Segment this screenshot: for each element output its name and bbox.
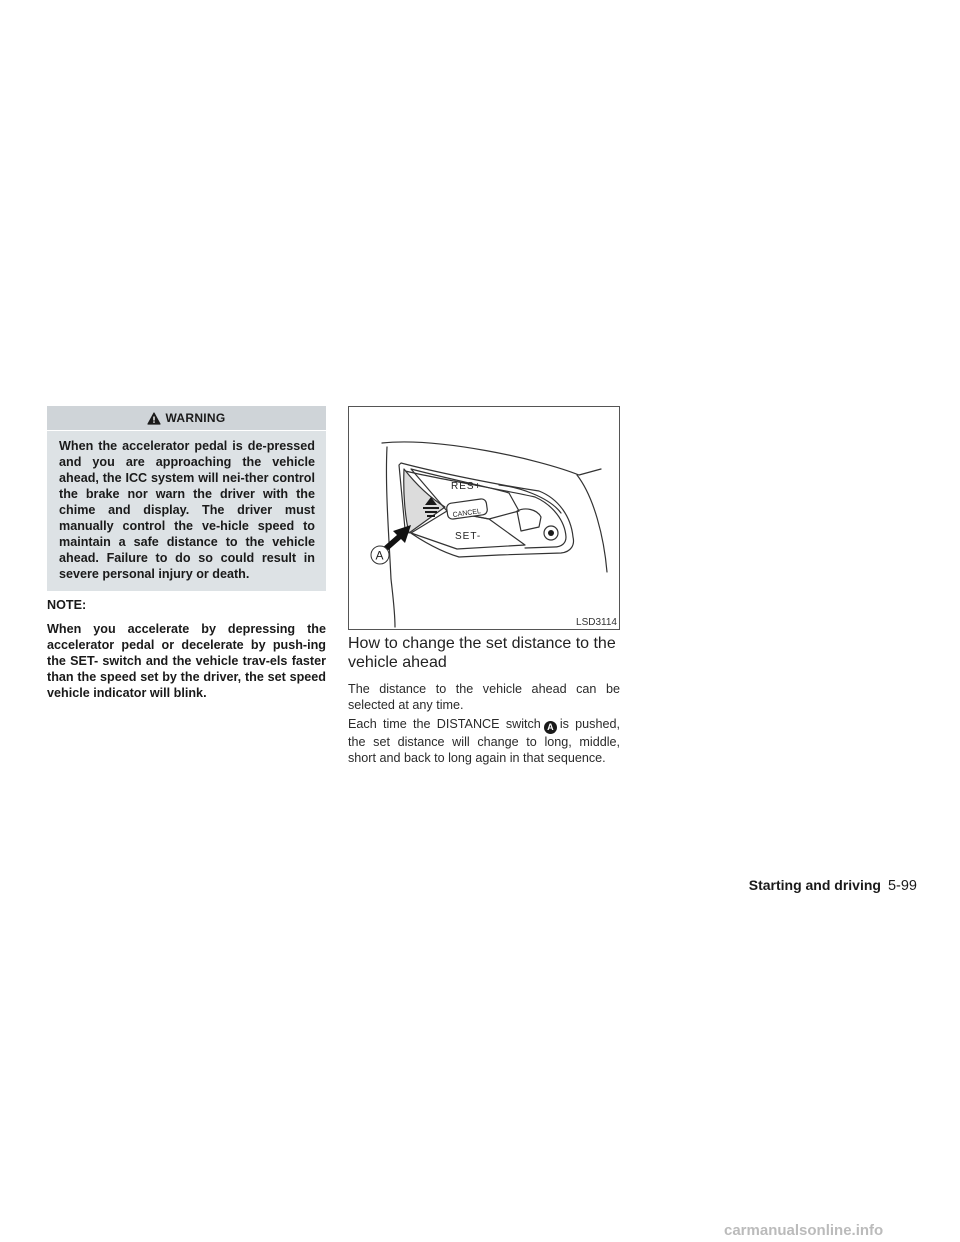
warning-box xyxy=(47,406,326,591)
footer-section: Starting and driving xyxy=(748,877,881,893)
cruise-icon xyxy=(548,530,554,536)
steering-wheel-illustration xyxy=(349,407,619,629)
paragraph-2 xyxy=(348,716,620,766)
paragraph-1: The distance to the vehicle ahead can be selected at any time. xyxy=(348,682,620,712)
paragraph-2-end: is pushed, the set distance will change to long, middle, short and back to long again in that sequence. xyxy=(348,717,620,765)
paragraph-2-start: Each time the DISTANCE switch xyxy=(348,717,541,731)
watermark: carmanualsonline.info xyxy=(724,1222,884,1239)
steering-switch-figure xyxy=(348,406,620,630)
figure-code: LSD3114 xyxy=(576,617,617,628)
warning-title: WARNING xyxy=(165,411,226,425)
note-text: When you accelerate by depressing the accelerator pedal or decelerate by push-ing the SET- switch and the vehicle trav-els faster than the speed set by the driver, the set speed vehicle indicator will blink. xyxy=(47,622,326,700)
warning-header xyxy=(47,406,326,431)
page-number: 5-99 xyxy=(887,878,917,894)
cancel-label: CANCEL xyxy=(452,508,482,520)
note-title: NOTE: xyxy=(47,598,87,612)
callout-a-label: A xyxy=(375,548,384,563)
set-label: SET- xyxy=(455,531,482,542)
page-footer xyxy=(749,877,917,894)
warning-triangle-icon xyxy=(147,412,161,425)
section-heading: How to change the set distance to the vehicle ahead xyxy=(348,635,616,671)
res-label: RES+ xyxy=(451,481,482,492)
warning-text: When the accelerator pedal is de-pressed and you are approaching the vehicle ahead, the ICC system will nei-ther control the brake nor warn the driver with the chime and display. The driver must manually control the ve-hicle speed to maintain a safe distance to the vehicle ahead. Failure to do so could result in severe personal injury or death. xyxy=(59,439,315,581)
callout-a-marker: A xyxy=(544,721,557,734)
